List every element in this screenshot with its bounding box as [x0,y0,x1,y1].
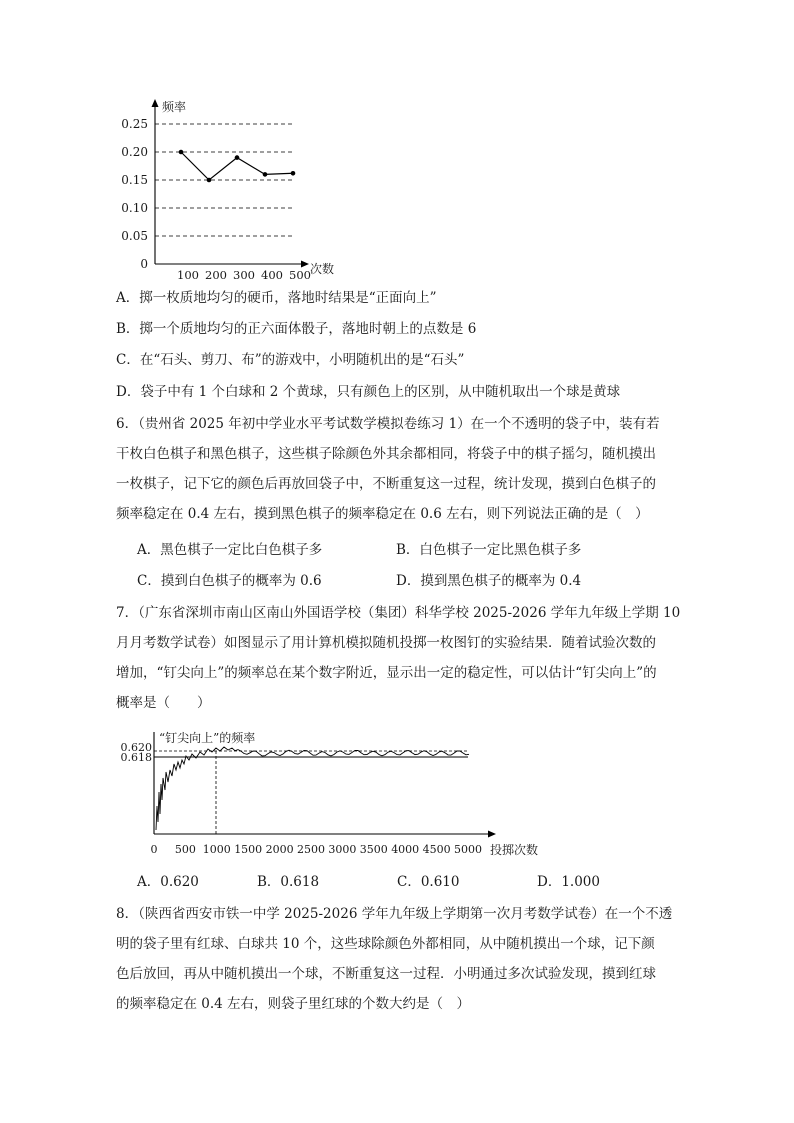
x-tick-label: 100 [177,268,199,282]
data-point [235,155,240,160]
data-point [263,172,268,177]
x-tick-label: 400 [261,268,283,282]
question-8-line: 明的袋子里有红球、白球共 10 个，这些球除颜色外都相同，从中随机摸出一个球，记下颜 [116,936,655,952]
question-8-line: 色后放回，再从中随机摸出一个球，不断重复这一过程．小明通过多次试验发现，摸到红球 [116,966,656,982]
q7-option-d: D．1.000 [537,874,600,890]
q7-option-a: A．0.620 [137,874,199,890]
q6-option-c: C．摸到白色棋子的概率为 0.6 [137,573,322,589]
y-tick-label: 0.20 [121,145,148,159]
y-tick-label: 0 [140,257,148,271]
y-label-0620: 0.620 [120,741,152,754]
x-tick-label: 2000 [265,843,294,856]
x-tick-label: 2500 [297,843,325,856]
y-tick-label: 0.10 [121,201,148,215]
x-tick-label: 500 [174,843,196,856]
q5-option-b: B．掷一个质地均匀的正六面体骰子，落地时朝上的点数是 6 [116,321,477,337]
x-tick-label: 0 [150,843,158,856]
data-point [291,171,296,176]
question-6 [116,409,684,529]
frequency-curve [156,747,469,830]
x-axis-label: 次数 [310,262,335,276]
question-6-line: 一枚棋子，记下它的颜色后再放回袋子中，不断重复这一过程，统计发现，摸到白色棋子的 [116,476,656,492]
q7-option-b: B．0.618 [257,874,320,890]
question-7-line: 7．（广东省深圳市南山区南山外国语学校（集团）科华学校 2025-2026 学年九年级上学期 10 [116,605,681,621]
q5-option-a: A．掷一枚质地均匀的硬币，落地时结果是“正面向上” [116,290,437,306]
frequency-chart [112,96,352,282]
question-7-line: 概率是（ ） [116,695,211,711]
q6-option-a: A．黑色棋子一定比白色棋子多 [137,542,323,558]
x-tick-label: 4500 [422,843,451,856]
x-axis-label: 投掷次数 [490,843,539,857]
data-point [179,150,184,155]
y-label-0618: 0.618 [120,751,152,764]
x-tick-label: 1500 [234,843,263,856]
question-6-line: 频率稳定在 0.4 左右，摸到黑色棋子的频率稳定在 0.6 左右，则下列说法正确的是（ ） [116,506,649,522]
thumbtack-frequency-chart [120,726,560,862]
y-tick-label: 0.15 [121,173,148,187]
question-8-line: 8．（陕西省西安市铁一中学 2025-2026 学年九年级上学期第一次月考数学试卷）在一个不透 [116,906,673,922]
y-axis-label: 频率 [162,100,187,114]
question-7 [116,598,684,718]
y-tick-label: 0.05 [121,229,148,243]
q5-option-d: D．袋子中有 1 个白球和 2 个黄球，只有颜色上的区别，从中随机取出一个球是黄球 [116,384,621,400]
x-tick-label: 1000 [202,843,231,856]
x-tick-label: 500 [289,268,311,282]
question-6-line: 6．（贵州省 2025 年初中学业水平考试数学模拟卷练习 1）在一个不透明的袋子中，装有若 [116,416,660,432]
question-8 [116,899,684,1019]
q6-option-b: B．白色棋子一定比黑色棋子多 [396,542,582,558]
question-7-line: 月月考数学试卷）如图显示了用计算机模拟随机投掷一枚图钉的实验结果．随着试验次数的 [116,635,656,651]
question-8-line: 的频率稳定在 0.4 左右，则袋子里红球的个数大约是（ ） [116,996,471,1012]
x-tick-label: 3500 [359,843,388,856]
x-tick-label: 300 [233,268,255,282]
x-tick-label: 4000 [391,843,420,856]
chart-title: “钉尖向上”的频率 [159,731,256,745]
y-tick-label: 0.25 [121,117,148,131]
q5-option-c: C．在“石头、剪刀、布”的游戏中，小明随机出的是“石头” [116,352,465,368]
data-point [207,178,212,183]
x-tick-label: 5000 [454,843,482,856]
q7-option-c: C．0.610 [397,874,460,890]
q6-option-d: D．摸到黑色棋子的概率为 0.4 [396,573,582,589]
x-tick-label: 200 [205,268,227,282]
question-7-line: 增加，“钉尖向上”的频率总在某个数字附近，显示出一定的稳定性，可以估计“钉尖向上”的 [116,665,657,681]
x-tick-label: 3000 [328,843,357,856]
question-6-line: 干枚白色棋子和黑色棋子，这些棋子除颜色外其余都相同，将袋子中的棋子摇匀，随机摸出 [116,446,656,462]
